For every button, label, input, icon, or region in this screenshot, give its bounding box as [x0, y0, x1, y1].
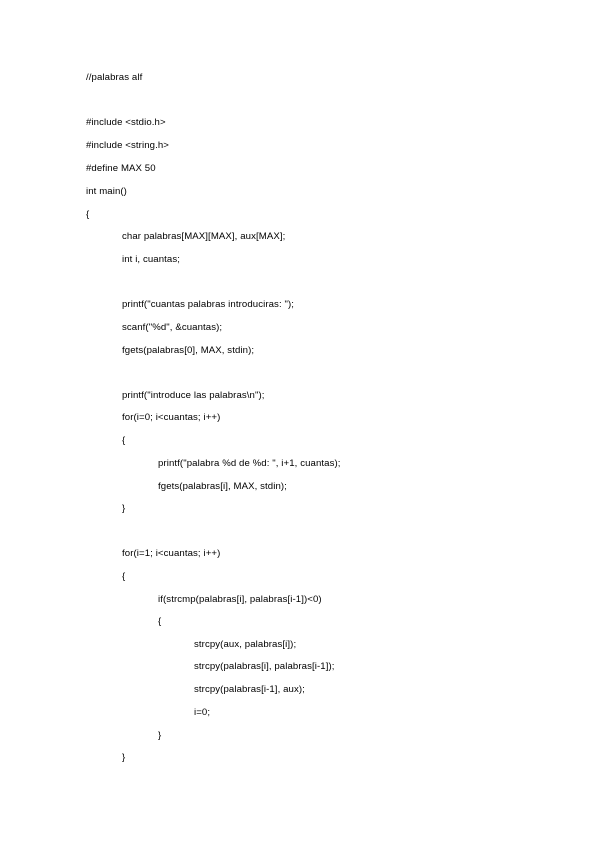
code-line: #define MAX 50 — [86, 163, 156, 174]
code-line: strcpy(palabras[i-1], aux); — [194, 684, 305, 695]
code-line: fgets(palabras[0], MAX, stdin); — [122, 345, 255, 356]
code-line: int i, cuantas; — [122, 254, 181, 265]
code-line: } — [122, 503, 126, 514]
code-line: fgets(palabras[i], MAX, stdin); — [158, 481, 287, 492]
code-line: i=0; — [194, 707, 211, 718]
code-line: printf("palabra %d de %d: ", i+1, cuantas); — [158, 458, 341, 469]
code-line: scanf("%d", &cuantas); — [122, 322, 223, 333]
code-line: } — [122, 752, 126, 763]
code-line: } — [158, 730, 162, 741]
code-line: strcpy(palabras[i], palabras[i-1]); — [194, 661, 335, 672]
code-line: printf("cuantas palabras introduciras: "); — [122, 299, 295, 310]
code-line: int main() — [86, 186, 127, 197]
code-line: for(i=0; i<cuantas; i++) — [122, 412, 221, 423]
code-line: printf("introduce las palabras\n"); — [122, 390, 265, 401]
code-line: strcpy(aux, palabras[i]); — [194, 639, 297, 650]
code-line: { — [122, 435, 126, 446]
code-line: #include <string.h> — [86, 140, 169, 151]
code-line: char palabras[MAX][MAX], aux[MAX]; — [122, 231, 286, 242]
code-line: { — [122, 571, 126, 582]
code-line: for(i=1; i<cuantas; i++) — [122, 548, 221, 559]
code-line: { — [86, 209, 90, 220]
code-line: { — [158, 616, 162, 627]
code-line: //palabras alf — [86, 72, 143, 83]
code-line: #include <stdio.h> — [86, 117, 166, 128]
code-line: if(strcmp(palabras[i], palabras[i-1])<0) — [158, 594, 322, 605]
